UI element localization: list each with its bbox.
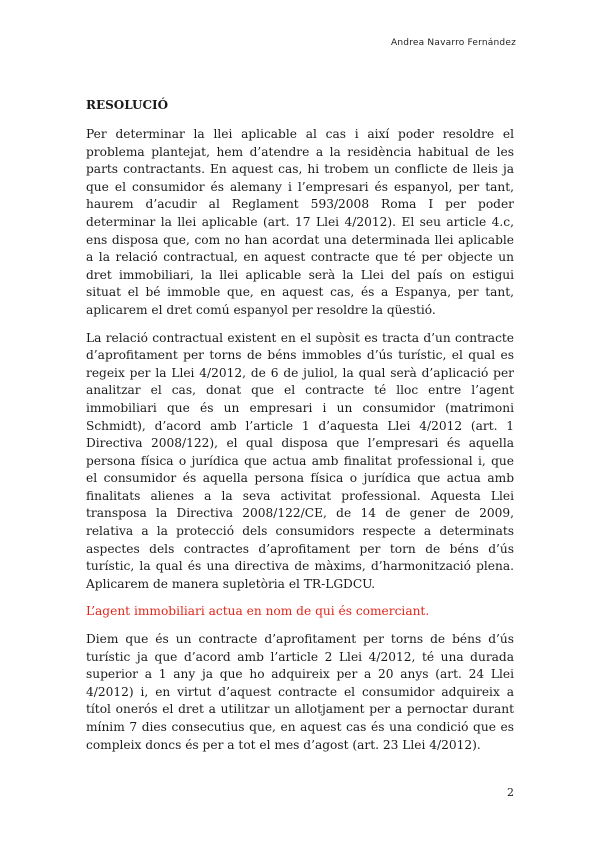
running-header-author: Andrea Navarro Fernández xyxy=(391,38,516,48)
highlighted-note: L’agent immobiliari actua en nom de qui és comerciant. xyxy=(86,604,430,619)
page-number: 2 xyxy=(507,786,514,799)
section-heading: RESOLUCIÓ xyxy=(86,98,169,112)
paragraph-applicable-law: Per determinar la llei aplicable al cas i així poder resoldre el problema plantejat, hem d’atendre a la residència habitual de les parts contractants. En aquest cas, hi trobem un conflicte de lleis ja que el consumidor és alemany i l’empresari és espanyol, per tant, haurem d’acudir al Reglament 593/2008 Roma I per poder determinar la llei aplicable (art. 17 Llei 4/2012). El seu article 4.c, ens disposa que, com no han acordat una determinada llei aplicable a la relació contractual, en aquest contracte que té per objecte un dret immobiliari, la llei aplicable serà la Llei del país on estigui situat el bé immoble que, en aquest cas, és a Espanya, per tant, aplicarem el dret comú espanyol per resoldre la qüestió. xyxy=(86,127,514,317)
paragraph-timeshare-definition: Diem que és un contracte d’aprofitament per torns de béns d’ús turístic ja que d’acord amb l’article 2 Llei 4/2012, té una durada superior a 1 any ja que ho adquireix per a 20 anys (art. 24 Llei 4/2012) i, en virtut d’aquest contracte el consumidor adquireix a títol onerós el dret a utilitzar un allotjament per a pernoctar durant mínim 7 dies consecutius que, en aquest cas és una condició que es compleix doncs és per a tot el mes d’agost (art. 23 Llei 4/2012). xyxy=(86,632,514,752)
paragraph-contractual-relation: La relació contractual existent en el supòsit es tracta d’un contracte d’aprofitament per torns de béns immobles d’ús turístic, el qual es regeix per la Llei 4/2012, de 6 de juliol, la qual serà d’aplicació per analitzar el cas, donat que el contracte té lloc entre l’agent immobiliari que és un empresari i un consumidor (matrimoni Schmidt), d’acord amb l’article 1 d’aquesta Llei 4/2012 (art. 1 Directiva 2008/122), el qual disposa que l’empresari és aquella persona física o jurídica que actua amb finalitat professional i, que el consumidor és aquella persona física o jurídica que actua amb finalitats alienes a la seva activitat professional. Aquesta Llei transposa la Directiva 2008/122/CE, de 14 de gener de 2009, relativa a la protecció dels consumidors respecte a determinats aspectes dels contractes d’aprofitament per torn de béns d’ús turístic, la qual és una directiva de màxims, d’harmonització plena. Aplicarem de manera supletòria el TR-LGDCU. xyxy=(86,330,514,591)
document-body xyxy=(86,98,514,764)
